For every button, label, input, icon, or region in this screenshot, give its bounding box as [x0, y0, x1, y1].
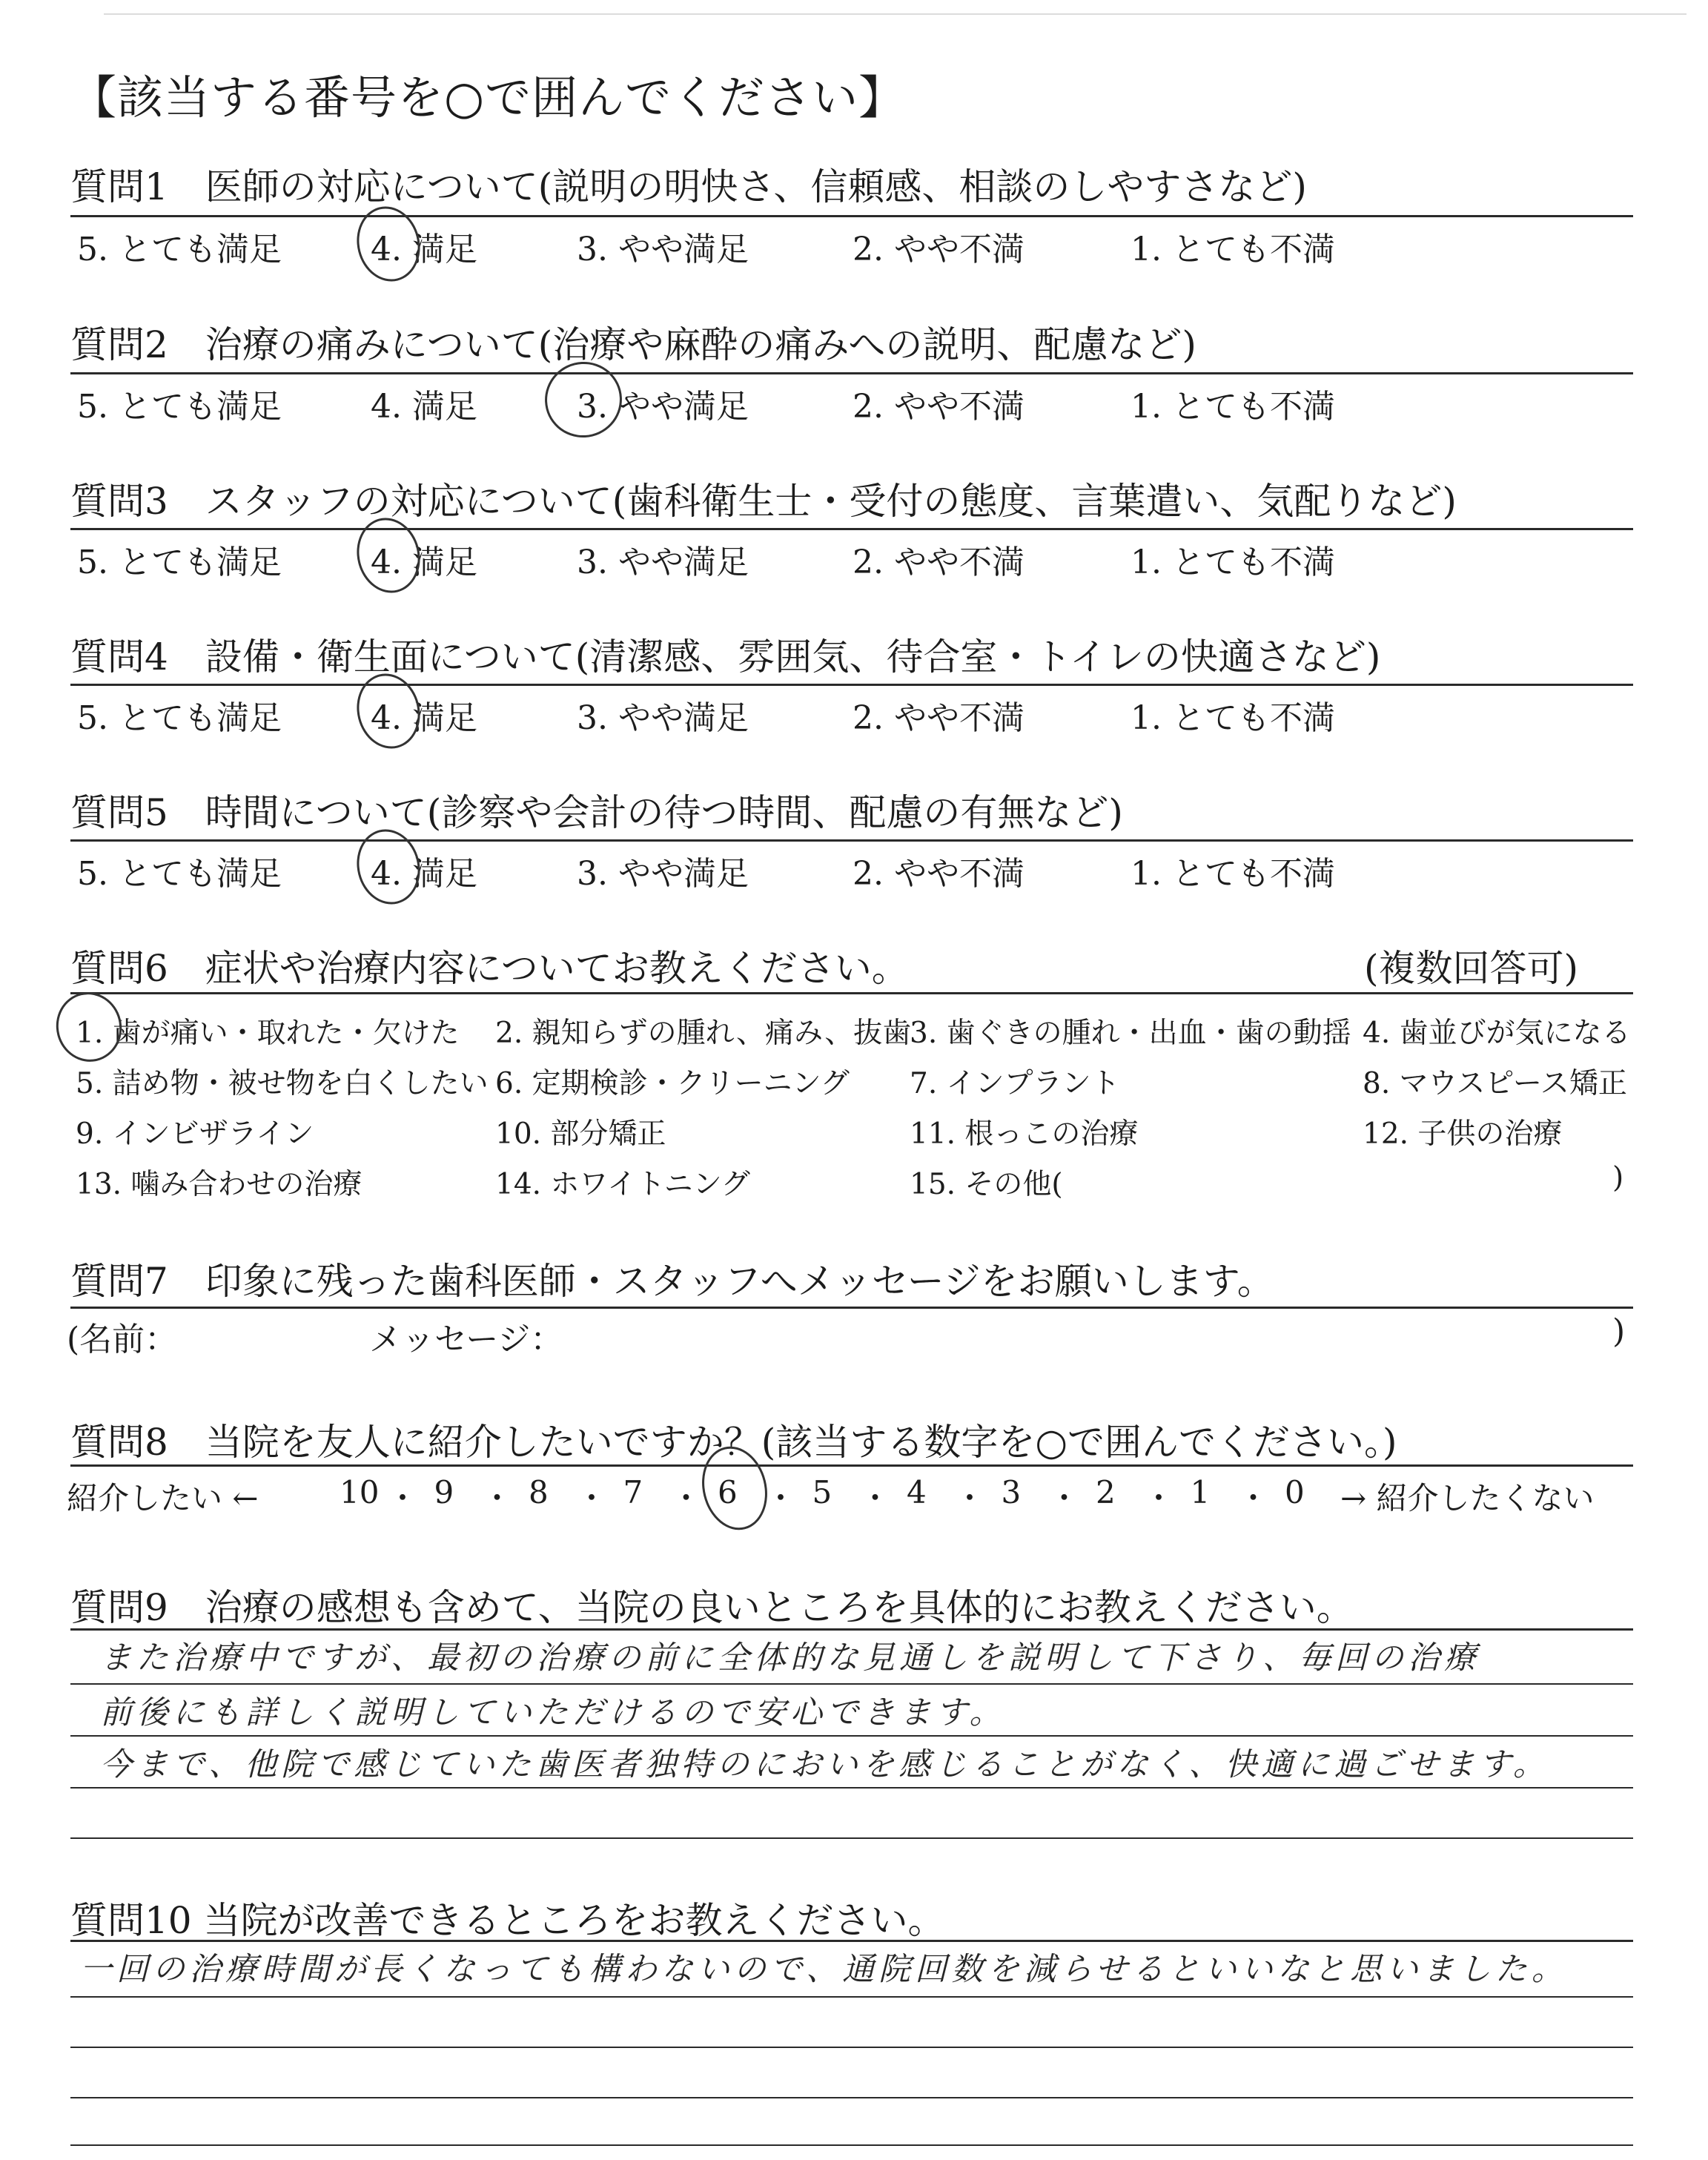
question-1-rule — [70, 215, 1633, 217]
question-8-rule — [70, 1464, 1633, 1467]
question-9-title: 質問9 治療の感想も含めて、当院の良いところを具体的にお教えください。 — [70, 1586, 1354, 1629]
q9-answer-line-3: 今まで、他院で感じていた歯医者独特のにおいを感じることがなく、快適に過ごせます。 — [100, 1746, 1549, 1783]
q10-line-1 — [70, 1940, 1633, 1942]
q3-option-2[interactable]: 2. やや不満 — [853, 544, 1025, 581]
q3-option-1[interactable]: 1. とても不満 — [1131, 544, 1335, 581]
q2-option-4[interactable]: 4. 満足 — [371, 388, 477, 426]
q8-scale-value[interactable]: 7 — [623, 1474, 643, 1510]
q3-option-4[interactable]: 4. 満足 — [371, 544, 477, 581]
q6-option-9[interactable]: 9. インビザライン — [76, 1117, 314, 1151]
q5-option-5[interactable]: 5. とても満足 — [77, 855, 282, 893]
q8-scale-value[interactable]: 5 — [812, 1474, 833, 1510]
q9-answer-line-2: 前後にも詳しく説明していただけるので安心できます。 — [100, 1694, 1006, 1731]
q8-scale-separator: ・ — [576, 1480, 608, 1516]
q1-option-4[interactable]: 4. 満足 — [371, 231, 477, 268]
page-edge-line — [104, 13, 1687, 15]
q1-option-1[interactable]: 1. とても不満 — [1131, 231, 1335, 268]
q8-scale-separator: ・ — [1143, 1480, 1175, 1516]
question-3-rule — [70, 528, 1633, 530]
q5-option-1[interactable]: 1. とても不満 — [1131, 855, 1335, 893]
q2-option-1[interactable]: 1. とても不満 — [1131, 388, 1335, 426]
question-7-title: 質問7 印象に残った歯科医師・スタッフへメッセージをお願いします。 — [70, 1260, 1274, 1303]
q2-option-2[interactable]: 2. やや不満 — [853, 388, 1025, 426]
question-5-rule — [70, 839, 1633, 842]
q3-option-5[interactable]: 5. とても満足 — [77, 544, 282, 581]
question-1-title: 質問1 医師の対応について(説明の明快さ、信頼感、相談のしやすさなど) — [70, 165, 1307, 208]
question-8-title: 質問8 当院を友人に紹介したいですか？(該当する数字を○で囲んでください。) — [70, 1421, 1397, 1464]
q1-option-3[interactable]: 3. やや満足 — [577, 231, 749, 268]
q4-option-2[interactable]: 2. やや不満 — [853, 699, 1025, 737]
q7-message-label: メッセージ： — [369, 1321, 563, 1358]
q6-option-13[interactable]: 13. 噛み合わせの治療 — [76, 1168, 363, 1201]
q9-answer-line-1: また治療中ですが、最初の治療の前に全体的な見通しを説明して下さり、毎回の治療 — [100, 1639, 1480, 1677]
q10-line-2 — [70, 1996, 1633, 1998]
q9-line-3 — [70, 1735, 1633, 1737]
q9-line-1 — [70, 1628, 1633, 1631]
question-10-title: 質問10 当院が改善できるところをお教えください。 — [70, 1899, 945, 1942]
q8-scale-value[interactable]: 8 — [529, 1474, 549, 1510]
q10-line-3 — [70, 2047, 1633, 2048]
q8-scale-value[interactable]: 4 — [907, 1474, 927, 1510]
question-5-title: 質問5 時間について(診察や会計の待つ時間、配慮の有無など) — [70, 791, 1123, 834]
q8-scale-separator: ・ — [1237, 1480, 1269, 1516]
q2-option-3[interactable]: 3. やや満足 — [577, 388, 749, 426]
q7-name-label: (名前： — [67, 1321, 178, 1358]
q8-scale-value[interactable]: 6 — [718, 1474, 738, 1510]
q9-line-2 — [70, 1683, 1633, 1685]
q6-option-5[interactable]: 5. 詰め物・被せ物を白くしたい — [76, 1067, 489, 1100]
q8-scale-separator: ・ — [1048, 1480, 1080, 1516]
q8-scale-separator: ・ — [859, 1480, 891, 1516]
q9-line-5 — [70, 1837, 1633, 1839]
q5-option-4[interactable]: 4. 満足 — [371, 855, 477, 893]
q1-selection-circle — [349, 199, 428, 288]
question-2-rule — [70, 372, 1633, 374]
q4-option-1[interactable]: 1. とても不満 — [1131, 699, 1335, 737]
q5-option-3[interactable]: 3. やや満足 — [577, 855, 749, 893]
q10-line-4 — [70, 2097, 1633, 2098]
q3-option-3[interactable]: 3. やや満足 — [577, 544, 749, 581]
q6-option-7[interactable]: 7. インプラント — [910, 1067, 1120, 1100]
q4-option-4[interactable]: 4. 満足 — [371, 699, 477, 737]
q2-option-5[interactable]: 5. とても満足 — [77, 388, 282, 426]
q6-option-4[interactable]: 4. 歯並びが気になる — [1363, 1017, 1631, 1050]
q8-right-label: → 紹介したくない — [1340, 1480, 1595, 1516]
question-4-rule — [70, 684, 1633, 686]
q6-selection-circle — [49, 985, 129, 1069]
q1-option-2[interactable]: 2. やや不満 — [853, 231, 1025, 268]
q6-option-15-close: ) — [1612, 1161, 1624, 1195]
q8-scale-separator: ・ — [670, 1480, 702, 1516]
q8-scale-separator: ・ — [765, 1480, 797, 1516]
q6-option-11[interactable]: 11. 根っこの治療 — [910, 1117, 1139, 1151]
q8-left-label: 紹介したい ← — [67, 1480, 259, 1516]
q6-option-1[interactable]: 1. 歯が痛い・取れた・欠けた — [76, 1017, 460, 1050]
q8-scale-value[interactable]: 3 — [1001, 1474, 1022, 1510]
q6-option-3[interactable]: 3. 歯ぐきの腫れ・出血・歯の動揺 — [910, 1017, 1351, 1050]
q10-line-5 — [70, 2144, 1633, 2146]
q6-option-8[interactable]: 8. マウスピース矯正 — [1363, 1067, 1627, 1100]
q8-scale-value[interactable]: 1 — [1190, 1474, 1211, 1510]
q6-option-12[interactable]: 12. 子供の治療 — [1363, 1117, 1563, 1151]
question-4-title: 質問4 設備・衛生面について(清潔感、雰囲気、待合室・トイレの快適さなど) — [70, 635, 1381, 678]
q8-scale-separator: ・ — [481, 1480, 513, 1516]
question-3-title: 質問3 スタッフの対応について(歯科衛生士・受付の態度、言葉遣い、気配りなど) — [70, 480, 1457, 523]
q6-option-14[interactable]: 14. ホワイトニング — [495, 1168, 750, 1201]
q7-close-paren: ) — [1612, 1312, 1626, 1350]
q10-answer-line-1: 一回の治療時間が長くなっても構わないので、通院回数を減らせるといいなと思いました。 — [80, 1951, 1568, 1988]
q4-option-3[interactable]: 3. やや満足 — [577, 699, 749, 737]
question-6-title: 質問6 症状や治療内容についてお教えください。 — [70, 947, 909, 990]
q8-scale-value[interactable]: 9 — [434, 1474, 454, 1510]
question-6-rule — [70, 992, 1633, 994]
q8-scale-value[interactable]: 10 — [340, 1474, 380, 1510]
question-6-note: (複数回答可) — [1364, 947, 1579, 990]
q1-option-5[interactable]: 5. とても満足 — [77, 231, 282, 268]
question-7-rule — [70, 1307, 1633, 1309]
q6-option-15[interactable]: 15. その他( — [910, 1168, 1063, 1201]
q8-scale-separator: ・ — [387, 1480, 419, 1516]
q9-line-4 — [70, 1787, 1633, 1789]
q8-scale-value[interactable]: 2 — [1096, 1474, 1116, 1510]
q4-option-5[interactable]: 5. とても満足 — [77, 699, 282, 737]
q8-scale-value[interactable]: 0 — [1285, 1474, 1305, 1510]
instruction-heading: 【該当する番号を○で囲んでください】 — [70, 70, 906, 125]
q6-option-2[interactable]: 2. 親知らずの腫れ、痛み、抜歯 — [495, 1017, 912, 1050]
q5-option-2[interactable]: 2. やや不満 — [853, 855, 1025, 893]
question-2-title: 質問2 治療の痛みについて(治療や麻酔の痛みへの説明、配慮など) — [70, 323, 1196, 366]
q8-scale-separator: ・ — [954, 1480, 986, 1516]
q6-option-10[interactable]: 10. 部分矯正 — [495, 1117, 666, 1151]
q6-option-6[interactable]: 6. 定期検診・クリーニング — [495, 1067, 850, 1100]
